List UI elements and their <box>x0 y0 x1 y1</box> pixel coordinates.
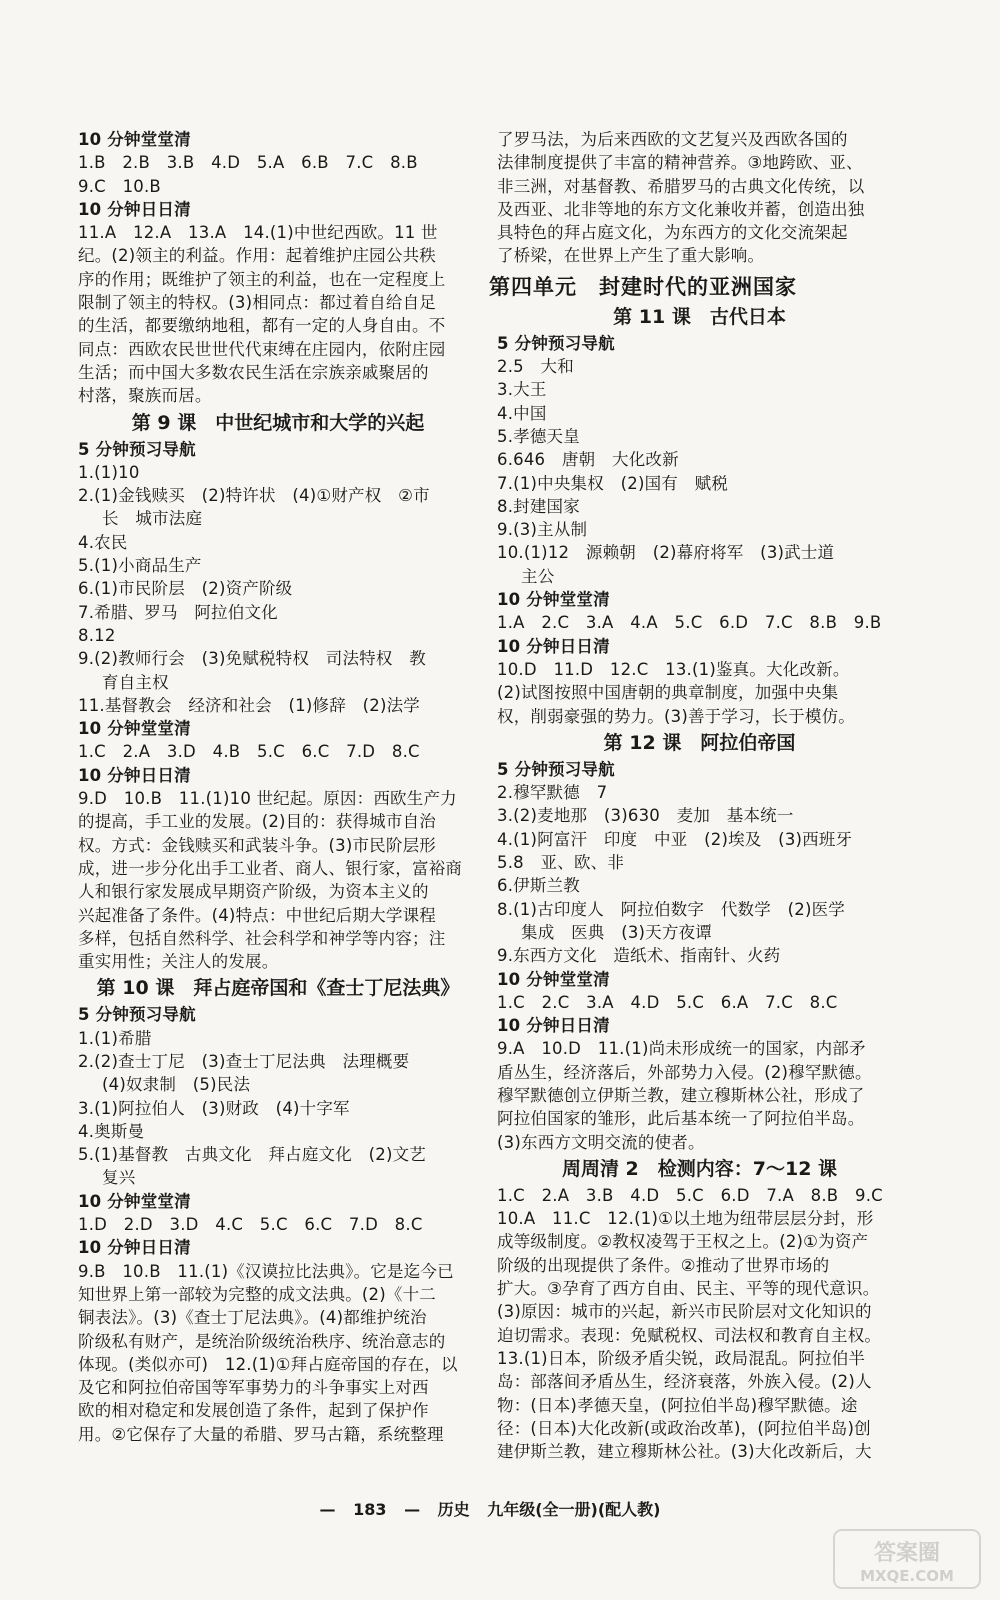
answer-line: 穆罕默德创立伊斯兰教，建立穆斯林公社，形成了 <box>497 1085 865 1105</box>
answer-line: 11.A 12.A 13.A 14.(1)中世纪西欧。11 世 <box>78 223 438 243</box>
lesson-title: 第 10 课 拜占庭帝国和《查士丁尼法典》 <box>96 977 460 1000</box>
answer-line: (4)奴隶制 (5)民法 <box>102 1075 251 1095</box>
answer-line: 2.穆罕默德 7 <box>497 783 608 803</box>
answer-line: 及西亚、北非等地的东方文化兼收并蓄，创造出独 <box>497 199 865 219</box>
answer-line: 的生活，都要缴纳地租，都有一定的人身自由。不 <box>78 316 446 336</box>
answer-line: 2.(2)查士丁尼 (3)查士丁尼法典 法理概要 <box>78 1051 410 1071</box>
answer-line: 9.C 10.B <box>78 176 161 196</box>
answer-line: 9.(2)教师行会 (3)免赋税特权 司法特权 教 <box>78 649 426 669</box>
answer-line: 物：(日本)孝德天皇，(阿拉伯半岛)穆罕默德。途 <box>497 1395 858 1415</box>
lesson-title: 第 11 课 古代日本 <box>613 305 786 328</box>
answer-line: 径：(日本)大化改新(或政治改革)，(阿拉伯半岛)创 <box>497 1418 871 1438</box>
section-heading: 10 分钟堂堂清 <box>497 969 610 989</box>
answer-line: 10.A 11.C 12.(1)①以土地为纽带层层分封，形 <box>497 1209 874 1229</box>
watermark-logo <box>832 1528 982 1590</box>
answer-line: 建伊斯兰教，建立穆斯林公社。(3)大化改新后，大 <box>497 1442 872 1462</box>
answer-line: 重实用性；关注人的发展。 <box>78 952 279 972</box>
answer-line: 多样，包括自然科学、社会科学和神学等内容；注 <box>78 928 446 948</box>
answer-line: 6.(1)市民阶层 (2)资产阶级 <box>78 579 293 599</box>
answer-line: 欧的相对稳定和发展创造了条件，起到了保护作 <box>78 1401 429 1421</box>
answer-line: 1.(1)10 <box>78 462 140 482</box>
answer-line: 岛：部落间矛盾丛生，经济衰落，外族入侵。(2)人 <box>497 1372 872 1392</box>
answer-line: 4.农民 <box>78 532 128 552</box>
section-heading: 5 分钟预习导航 <box>497 333 615 353</box>
answer-line: 非三洲，对基督教、希腊罗马的古典文化传统，以 <box>497 176 865 196</box>
answer-line: 了罗马法，为后来西欧的文艺复兴及西欧各国的 <box>497 130 848 149</box>
section-heading: 10 分钟日日清 <box>78 1238 191 1258</box>
answer-line: 阶级的出现提供了条件。②推动了世界市场的 <box>497 1255 830 1275</box>
answer-line: 具特色的拜占庭文化，为东西方的文化交流架起 <box>497 223 848 243</box>
section-heading: 5 分钟预习导航 <box>497 759 615 779</box>
answer-line: 育自主权 <box>102 672 169 692</box>
answer-line: 1.(1)希腊 <box>78 1028 152 1048</box>
answer-line: 9.(3)主从制 <box>497 520 588 540</box>
section-heading: 10 分钟堂堂清 <box>78 130 191 149</box>
watermark-top-text: 答案圈 <box>873 1541 941 1566</box>
answer-line: 人和银行家发展成早期资产阶级，为资本主义的 <box>78 882 429 902</box>
answer-line: 了桥梁，在世界上产生了重大影响。 <box>497 246 765 266</box>
answer-line: 知世界上第一部较为完整的成文法典。(2)《十二 <box>78 1284 436 1304</box>
lesson-title: 第 12 课 阿拉伯帝国 <box>603 731 796 754</box>
answer-line: 集成 医典 (3)天方夜谭 <box>521 922 712 942</box>
answer-line: 权，削弱豪强的势力。(3)善于学习，长于模仿。 <box>497 706 855 726</box>
page-footer <box>78 1497 902 1520</box>
answer-line: 铜表法》。(3)《查士丁尼法典》。(4)都维护统治 <box>78 1308 427 1328</box>
answer-line: 阶级私有财产，是统治阶级统治秩序、统治意志的 <box>78 1331 446 1351</box>
answer-line: 9.东西方文化 造纸术、指南针、火药 <box>497 946 781 966</box>
answer-line: 9.D 10.B 11.(1)10 世纪起。原因：西欧生产力 <box>78 789 457 809</box>
footer-subject: 历史 <box>437 1500 470 1519</box>
section-heading: 10 分钟日日清 <box>497 636 610 656</box>
answer-line: 成等级制度。②教权凌驾于王权之上。(2)①为资产 <box>497 1232 869 1252</box>
answer-line: 3.(2)麦地那 (3)630 麦加 基本统一 <box>497 806 794 826</box>
watermark-bottom-text: MXQE.COM <box>860 1567 954 1585</box>
answer-line: 9.A 10.D 11.(1)尚未形成统一的国家，内部矛 <box>497 1039 866 1059</box>
answer-line: 11.基督教会 经济和社会 (1)修辞 (2)法学 <box>78 695 420 715</box>
answer-line: 阿拉伯国家的雏形，此后基本统一了阿拉伯半岛。 <box>497 1109 865 1129</box>
answer-line: 迫切需求。表现：免赋税权、司法权和教育自主权。 <box>497 1325 882 1345</box>
answer-line: 扩大。③孕育了西方自由、民主、平等的现代意识。 <box>497 1279 880 1299</box>
answer-line: 法律制度提供了丰富的精神营养。③地跨欧、亚、 <box>497 153 863 173</box>
lesson-title: 第 9 课 中世纪城市和大学的兴起 <box>131 411 425 434</box>
answer-line: 1.D 2.D 3.D 4.C 5.C 6.C 7.D 8.C <box>78 1215 423 1235</box>
answer-line: 10.(1)12 源赖朝 (2)幕府将军 (3)武士道 <box>497 543 835 563</box>
left-column <box>78 128 478 1446</box>
answer-line: 主公 <box>521 566 555 586</box>
answer-line: 1.B 2.B 3.B 4.D 5.A 6.B 7.C 8.B <box>78 153 418 173</box>
unit-title: 第四单元 封建时代的亚洲国家 <box>489 274 797 299</box>
answer-line: 2.5 大和 <box>497 357 574 377</box>
answer-line: 的提高，手工业的发展。(2)目的：获得城市自治 <box>78 812 436 832</box>
answer-line: 兴起准备了条件。(4)特点：中世纪后期大学课程 <box>78 905 436 925</box>
section-heading: 10 分钟日日清 <box>78 199 191 219</box>
answer-line: 7.(1)中央集权 (2)国有 赋税 <box>497 473 729 493</box>
answer-line: 成，进一步分化出手工业者、商人、银行家，富裕商 <box>78 858 463 878</box>
section-heading: 5 分钟预习导航 <box>78 439 196 459</box>
answer-line: 限制了领主的特权。(3)相同点：都过着自给自足 <box>78 293 436 313</box>
answer-line: 及它和阿拉伯帝国等军事势力的斗争事实上对西 <box>78 1378 429 1398</box>
footer-dash-right: — <box>404 1500 421 1519</box>
footer-grade: 九年级(全一册)(配人教) <box>487 1500 661 1519</box>
answer-line: 6.646 唐朝 大化改新 <box>497 450 679 470</box>
answer-line: (2)试图按照中国唐朝的典章制度，加强中央集 <box>497 683 839 703</box>
answer-line: 8.12 <box>78 625 116 645</box>
section-heading: 10 分钟堂堂清 <box>78 1191 191 1211</box>
answer-line: 体现。(类似亦可) 12.(1)①拜占庭帝国的存在，以 <box>78 1354 458 1374</box>
lesson-title: 周周清 2 检测内容：7～12 课 <box>561 1157 838 1180</box>
answer-line: 6.伊斯兰教 <box>497 876 580 896</box>
answer-line: 5.孝德天皇 <box>497 426 580 446</box>
right-column <box>489 128 902 1463</box>
answer-line: 4.(1)阿富汗 印度 中亚 (2)埃及 (3)西班牙 <box>497 829 853 849</box>
answer-line: 1.C 2.A 3.B 4.D 5.C 6.D 7.A 8.B 9.C <box>497 1185 883 1205</box>
answer-line: 盾丛生，经济落后，外部势力入侵。(2)穆罕默德。 <box>497 1062 872 1082</box>
section-heading: 5 分钟预习导航 <box>78 1005 196 1025</box>
answer-line: 序的作用；既维护了领主的利益，也在一定程度上 <box>78 269 446 289</box>
answer-line: 13.(1)日本，阶级矛盾尖锐，政局混乱。阿拉伯半 <box>497 1348 866 1368</box>
answer-line: 4.中国 <box>497 403 547 423</box>
answer-line: 5.(1)小商品生产 <box>78 556 202 576</box>
answer-line: 3.(1)阿拉伯人 (3)财政 (4)十字军 <box>78 1098 350 1118</box>
answer-line: 1.A 2.C 3.A 4.A 5.C 6.D 7.C 8.B 9.B <box>497 613 882 633</box>
answer-line: 权。方式：金钱赎买和武装斗争。(3)市民阶层形 <box>78 835 436 855</box>
answer-line: 8.封建国家 <box>497 496 580 516</box>
answer-line: (3)东西方文明交流的使者。 <box>497 1132 705 1152</box>
answer-line: 9.B 10.B 11.(1)《汉谟拉比法典》。它是迄今已 <box>78 1261 454 1281</box>
section-heading: 10 分钟日日清 <box>497 1016 610 1036</box>
answer-line: 生活；而中国大多数农民生活在宗族亲戚聚居的 <box>78 362 429 382</box>
answer-line: 3.大王 <box>497 380 547 400</box>
answer-line: 1.C 2.A 3.D 4.B 5.C 6.C 7.D 8.C <box>78 742 420 762</box>
answer-line: 4.奥斯曼 <box>78 1121 145 1141</box>
answer-line: 村落，聚族而居。 <box>78 386 212 406</box>
answer-line: 7.希腊、罗马 阿拉伯文化 <box>78 602 278 622</box>
section-heading: 10 分钟日日清 <box>78 765 191 785</box>
section-heading: 10 分钟堂堂清 <box>78 719 191 739</box>
footer-dash-left: — <box>319 1500 336 1519</box>
section-heading: 10 分钟堂堂清 <box>497 590 610 610</box>
answer-line: 用。②它保存了大量的希腊、罗马古籍，系统整理 <box>78 1424 444 1444</box>
answer-line: 长 城市法庭 <box>102 509 203 529</box>
answer-line: 2.(1)金钱赎买 (2)特许状 (4)①财产权 ②市 <box>78 486 430 506</box>
answer-line: (3)原因：城市的兴起，新兴市民阶层对文化知识的 <box>497 1302 872 1322</box>
answer-line: 8.(1)古印度人 阿拉伯数字 代数学 (2)医学 <box>497 899 845 919</box>
page-number: 183 <box>353 1500 387 1519</box>
answer-line: 10.D 11.D 12.C 13.(1)鉴真。大化改新。 <box>497 659 850 679</box>
answer-line: 同点：西欧农民世世代代束缚在庄园内，依附庄园 <box>78 339 446 359</box>
answer-line: 纪。(2)领主的利益。作用：起着维护庄园公共秩 <box>78 246 436 266</box>
answer-line: 5.(1)基督教 古典文化 拜占庭文化 (2)文艺 <box>78 1145 426 1165</box>
answer-line: 5.8 亚、欧、非 <box>497 853 625 873</box>
watermark-logo-icon <box>832 1528 982 1590</box>
answer-line: 1.C 2.C 3.A 4.D 5.C 6.A 7.C 8.C <box>497 992 838 1012</box>
answer-line: 复兴 <box>102 1168 136 1188</box>
